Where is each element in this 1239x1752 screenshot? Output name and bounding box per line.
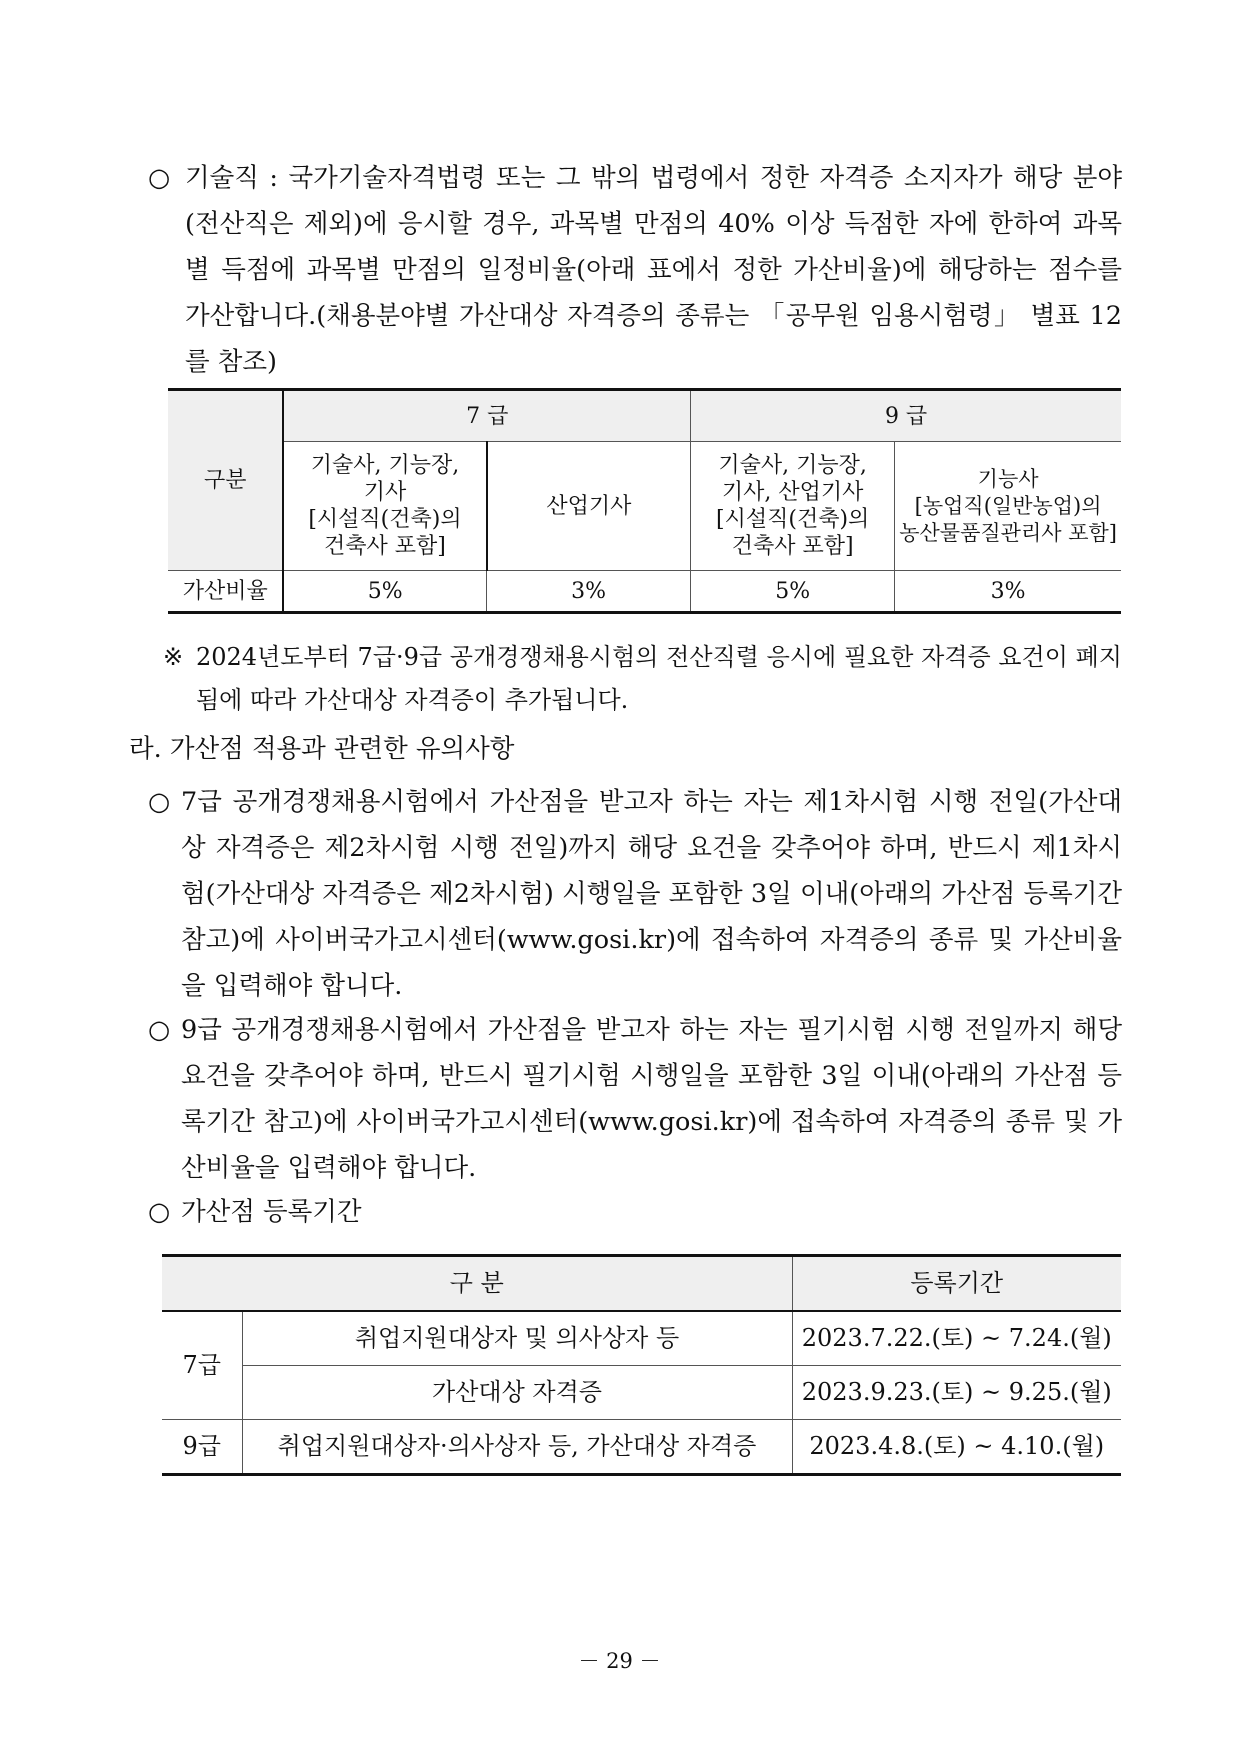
grade7-header: 7 급 [283,390,690,442]
category-header: 구 분 [162,1256,792,1312]
grade7-notice-text: 7급 공개경쟁채용시험에서 가산점을 받고자 하는 자는 제1차시험 시행 전일(가산대상 자격증은 제2차시험 시행 전일)까지 해당 요건을 갖추어야 하며, 반드시 제1차시험(가산대상 자격증은 제2차시험) 시행일을 포함한 3일 이내(아래의 가산점 등록기간 참고)에 사이버국가고시센터(www.gosi.kr)에 접속하여 자격증의 종류 및 가산비율을 입력해야 합니다. [181,787,1122,1001]
g7-engineer-cell: 기술사, 기능장, 기사 [시설직(건축)의 건축사 포함] [283,442,486,571]
g9-engineer-cell: 기술사, 기능장, 기사, 산업기사 [시설직(건축)의 건축사 포함] [691,442,895,571]
tech-bonus-paragraph [148,155,1122,385]
circle-bullet-icon: ○ [148,1015,171,1045]
category-header: 구분 [168,390,283,571]
registration-period-table [162,1254,1121,1476]
note-text: 2024년도부터 7급·9급 공개경쟁채용시험의 전산직렬 응시에 필요한 자격증 요건이 폐지됨에 따라 가산대상 자격증이 추가됩니다. [196,643,1122,714]
bonus-rate-table [168,388,1121,614]
circle-bullet-icon: ○ [148,1197,171,1227]
page-number: － 29 － [578,1649,661,1673]
row-period: 2023.4.8.(토) ~ 4.10.(월) [792,1420,1121,1475]
grade7-label: 7급 [162,1311,242,1420]
row-label: 취업지원대상자 및 의사상자 등 [242,1311,792,1366]
note-paragraph [163,636,1122,722]
period-header: 등록기간 [792,1256,1121,1312]
section-heading: 라. 가산점 적용과 관련한 유의사항 [129,734,515,764]
grade9-notice-paragraph [148,1007,1122,1191]
g7-industrial-engineer-cell: 산업기사 [487,442,691,571]
grade9-notice-text: 9급 공개경쟁채용시험에서 가산점을 받고자 하는 자는 필기시험 시행 전일까지 해당 요건을 갖추어야 하며, 반드시 필기시험 시행일을 포함한 3일 이내(아래의 가산점 등록기간 참고)에 사이버국가고시센터(www.gosi.kr)에 접속하여 자격증의 종류 및 가산비율을 입력해야 합니다. [181,1015,1122,1183]
row-period: 2023.7.22.(토) ~ 7.24.(월) [792,1311,1121,1366]
rate-label: 가산비율 [168,571,283,613]
registration-period-heading [148,1189,681,1235]
rate-cell: 3% [487,571,691,613]
row-period: 2023.9.23.(토) ~ 9.25.(월) [792,1366,1121,1420]
row-label: 가산대상 자격증 [242,1366,792,1420]
grade9-header: 9 급 [691,390,1121,442]
circle-bullet-icon: ○ [148,787,171,817]
rate-cell: 3% [895,571,1121,613]
row-label: 취업지원대상자·의사상자 등, 가산대상 자격증 [242,1420,792,1475]
rate-cell: 5% [691,571,895,613]
registration-period-text: 가산점 등록기간 [181,1197,362,1227]
g9-craftsman-cell: 기능사 [농업직(일반농업)의 농산물품질관리사 포함] [895,442,1121,571]
reference-mark-icon: ※ [163,643,184,671]
grade7-notice-paragraph [148,779,1122,1009]
grade9-label: 9급 [162,1420,242,1475]
rate-cell: 5% [283,571,486,613]
tech-bonus-text: 기술직 : 국가기술자격법령 또는 그 밖의 법령에서 정한 자격증 소지자가 해당 분야(전산직은 제외)에 응시할 경우, 과목별 만점의 40% 이상 득점한 자에 한하여 과목별 득점에 과목별 만점의 일정비율(아래 표에서 정한 가산비율)에 해당하는 점수를 가산합니다.(채용분야별 가산대상 자격증의 종류는 「공무원 임용시험령」 별표 12를 참조) [185,163,1122,377]
circle-bullet-icon: ○ [148,163,171,193]
